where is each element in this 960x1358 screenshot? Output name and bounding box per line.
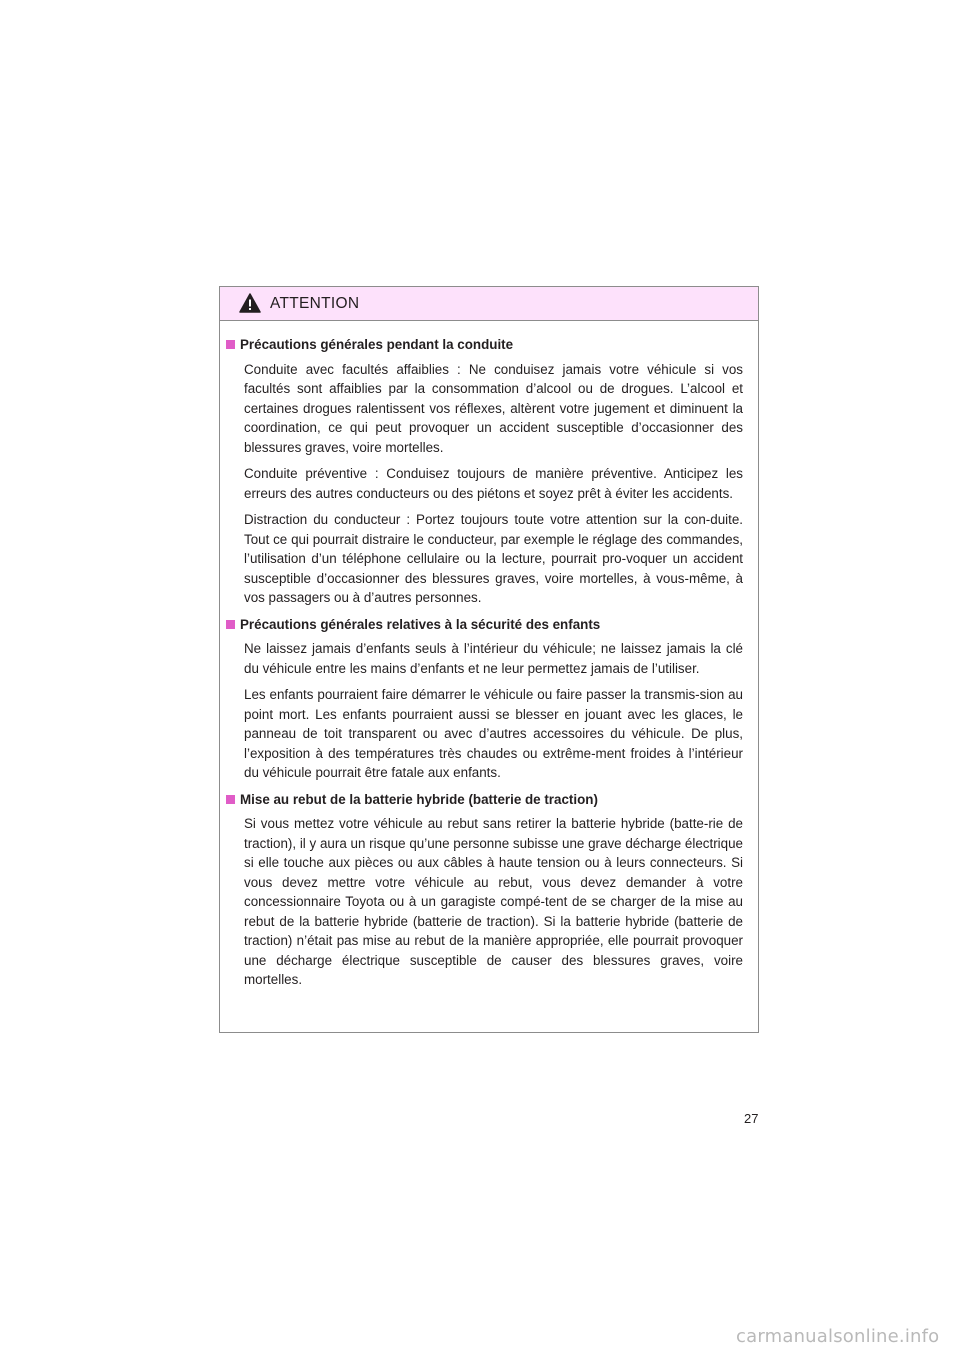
bullet-square-icon	[226, 340, 235, 349]
watermark: carmanualsonline.info	[736, 1326, 940, 1347]
paragraph: Ne laissez jamais d’enfants seuls à l’intérieur du véhicule; ne laissez jamais la clé du véhicule entre les mains d’enfants et ne leur permettez jamais de l’utiliser.	[244, 641, 743, 676]
page-number: 27	[744, 1111, 759, 1126]
attention-body	[220, 321, 758, 990]
paragraph: Conduite avec facultés affaiblies : Ne conduisez jamais votre véhicule si vos facultés sont affaiblies par la consommation d’alcool ou de drogues. L’alcool et certaines drogues ralentissent vos réflexes, altèrent votre jugement et diminuent la coordination, ce qui peut provoquer un accident susceptible d’occasionner des blessures graves, voire mortelles.	[244, 361, 743, 455]
attention-title: ATTENTION	[270, 294, 360, 312]
section-heading	[226, 615, 743, 635]
section-heading-text: Mise au rebut de la batterie hybride (batterie de traction)	[240, 791, 598, 807]
section-heading	[226, 790, 743, 810]
paragraph: Distraction du conducteur : Portez toujours toute votre attention sur la con-duite. Tout ce qui pourrait distraire le conducteur, par exemple le réglage des commandes, l’utilisation d’un téléphone cellulaire ou la lecture, pourrait pro-voquer un accident susceptible d’occasionner des blessures graves, voire mortelles, à vous-même, à vos passagers ou à d’autres personnes.	[244, 512, 743, 605]
section-driving-precautions	[226, 335, 743, 608]
section-battery-disposal	[226, 790, 743, 990]
section-heading-text: Précautions générales pendant la conduite	[240, 337, 514, 352]
bullet-square-icon	[226, 620, 235, 629]
bullet-square-icon	[226, 795, 235, 804]
section-child-safety	[226, 615, 743, 783]
section-heading-text: Précautions générales relatives à la sécurité des enfants	[240, 616, 601, 632]
paragraph: Conduite préventive : Conduisez toujours de manière préventive. Anticipez les erreurs des autres conducteurs ou des piétons et soyez prêt à éviter les accidents.	[244, 466, 743, 501]
paragraph: Si vous mettez votre véhicule au rebut sans retirer la batterie hybride (batte-rie de traction), il y aura un risque qu’une personne subisse une grave décharge électrique si elle touche aux pièces ou aux câbles à haute tension ou à leurs connecteurs. Si vous devez mettre votre véhicule au rebut, vous devez demander à votre concessionnaire Toyota ou à un garagiste compé-tent de se charger de la mise au rebut de la batterie hybride (batterie de traction). Si la batterie hybride (batterie de traction) n’était pas mise au rebut de la manière appropriée, elle pourrait provoquer une décharge électrique susceptible de causer des blessures graves, voire mortelles.	[244, 816, 743, 987]
section-heading	[226, 335, 743, 355]
paragraph: Les enfants pourraient faire démarrer le véhicule ou faire passer la transmis-sion au point mort. Les enfants pourraient aussi se blesser en jouant avec les glaces, le panneau de toit transparent ou avec d’autres accessoires du véhicule. De plus, l’exposition à des températures très chaudes ou extrême-ment froides à l’intérieur du véhicule pourrait être fatale aux enfants.	[244, 687, 743, 780]
attention-box	[219, 286, 759, 1033]
warning-triangle-icon	[239, 293, 261, 313]
attention-header	[220, 287, 758, 321]
